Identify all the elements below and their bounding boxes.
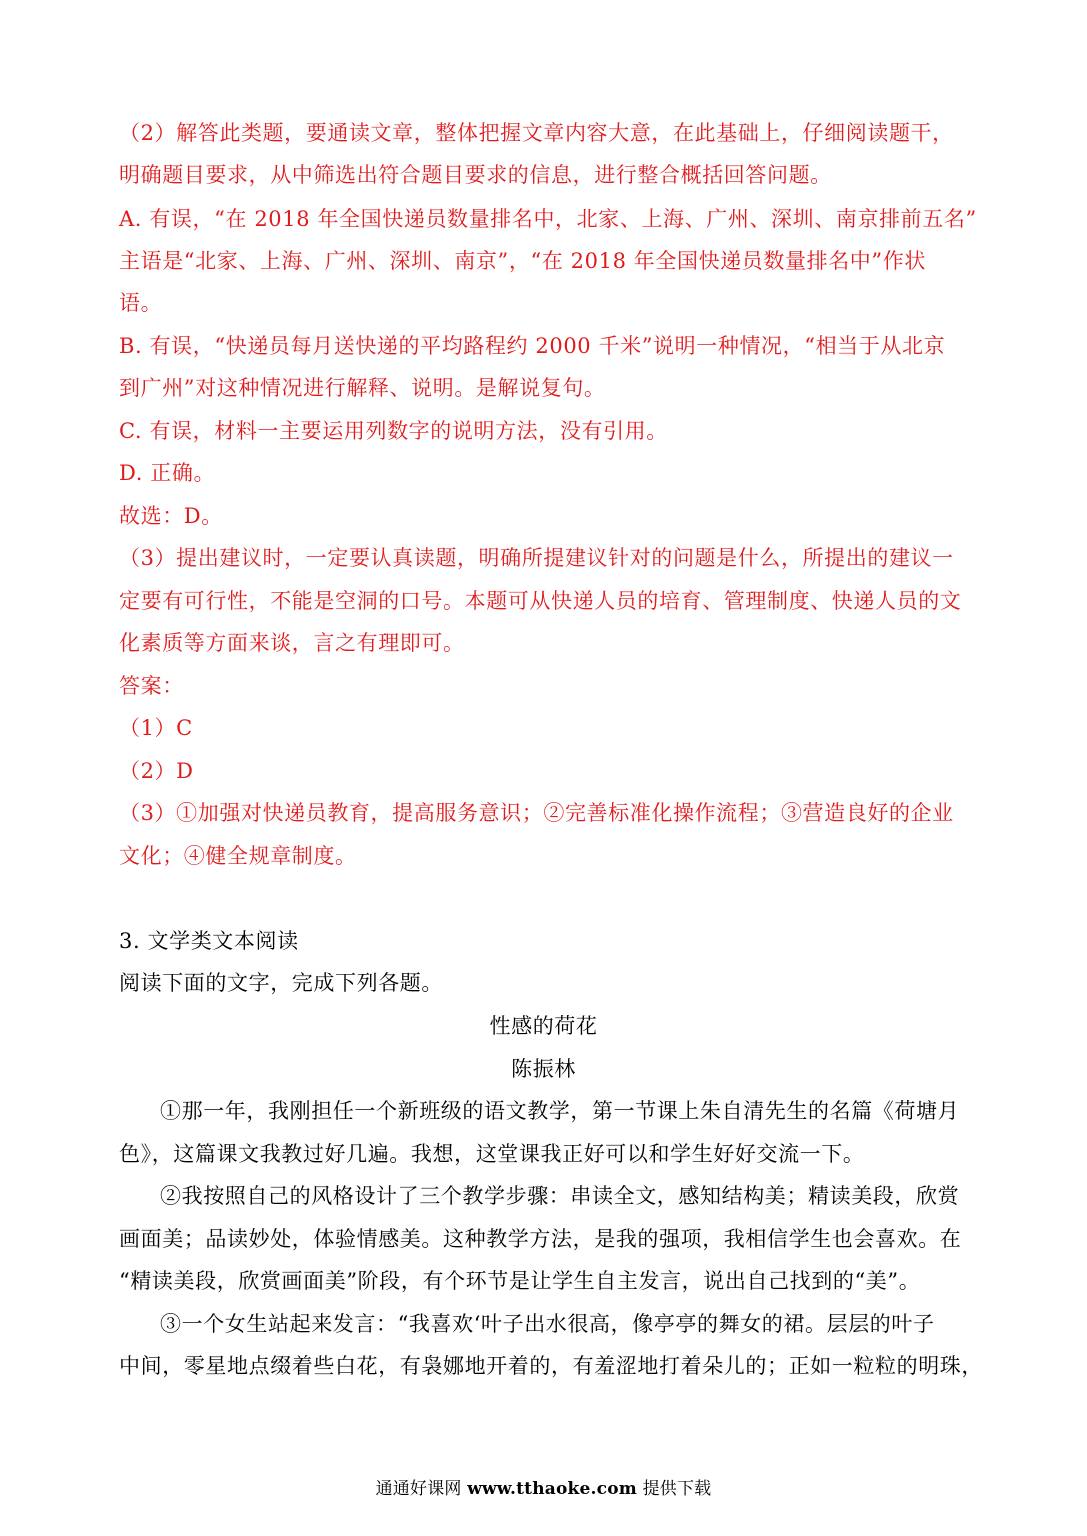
option-d: D. 正确。 <box>119 461 216 485</box>
paragraph-1-line-1: ①那一年，我刚担任一个新班级的语文教学，第一节课上朱自清先生的名篇《荷塘月 <box>160 1099 960 1123</box>
analysis-part2-line-2: 明确题目要求，从中筛选出符合题目要求的信息，进行整合概括回答问题。 <box>119 163 832 187</box>
footer-site-name: 通通好课网 <box>375 1479 462 1499</box>
option-a-line-1: A. 有误，“在 2018 年全国快递员数量排名中，北家、上海、广州、深圳、南京排前五名” <box>119 207 977 231</box>
option-b-line-1: B. 有误，“快递员每月送快递的平均路程约 2000 千米”说明一种情况，“相当于从北京 <box>119 334 946 358</box>
analysis-part3-line-1: （3）提出建议时，一定要认真读题，明确所提建议针对的问题是什么，所提出的建议一 <box>119 546 954 570</box>
analysis-part3-line-2: 定要有可行性，不能是空洞的口号。本题可从快递人员的培育、管理制度、快递人员的文 <box>119 589 962 613</box>
paragraph-3-line-1: ③一个女生站起来发言：“我喜欢‘叶子出水很高，像亭亭的舞女的裙。层层的叶子 <box>160 1312 935 1336</box>
option-a-line-2: 主语是“北家、上海、广州、深圳、南京”，“在 2018 年全国快递员数量排名中”作状 <box>119 249 926 273</box>
answer-3-line-1: （3）①加强对快递员教育，提高服务意识；②完善标准化操作流程；③营造良好的企业 <box>119 801 954 825</box>
section-instruction: 阅读下面的文字，完成下列各题。 <box>119 971 443 995</box>
choice-statement: 故选：D。 <box>119 504 223 528</box>
article-title: 性感的荷花 <box>489 1014 598 1038</box>
article-author: 陈振林 <box>511 1057 576 1081</box>
footer-suffix: 提供下载 <box>642 1479 712 1499</box>
page-footer <box>0 1474 1087 1504</box>
paragraph-2-line-3: “精读美段，欣赏画面美”阶段，有个环节是让学生自主发言，说出自己找到的“美”。 <box>119 1269 921 1293</box>
option-b-line-2: 到广州”对这种情况进行解释、说明。是解说复句。 <box>119 376 606 400</box>
paragraph-2-line-1: ②我按照自己的风格设计了三个教学步骤：串读全文，感知结构美；精读美段，欣赏 <box>160 1184 960 1208</box>
answers-heading: 答案： <box>119 674 184 698</box>
answer-1: （1）C <box>119 716 193 740</box>
footer-url[interactable]: www.tthaoke.com <box>467 1479 637 1499</box>
paragraph-2-line-2: 画面美；品读妙处，体验情感美。这种教学方法，是我的强项，我相信学生也会喜欢。在 <box>119 1227 962 1251</box>
answer-2: （2）D <box>119 759 194 783</box>
analysis-part3-line-3: 化素质等方面来谈，言之有理即可。 <box>119 631 465 655</box>
option-a-line-3: 语。 <box>119 291 163 315</box>
paragraph-1-line-2: 色》，这篇课文我教过好几遍。我想，这堂课我正好可以和学生好好交流一下。 <box>119 1142 865 1166</box>
section-heading: 3. 文学类文本阅读 <box>119 929 299 953</box>
answer-3-line-2: 文化；④健全规章制度。 <box>119 844 357 868</box>
option-c: C. 有误，材料一主要运用列数字的说明方法，没有引用。 <box>119 419 668 443</box>
analysis-part2-line-1: （2）解答此类题，要通读文章，整体把握文章内容大意，在此基础上，仔细阅读题干， <box>119 121 954 145</box>
paragraph-3-line-2: 中间，零星地点缀着些白花，有袅娜地开着的，有羞涩地打着朵儿的；正如一粒粒的明珠， <box>119 1354 983 1378</box>
